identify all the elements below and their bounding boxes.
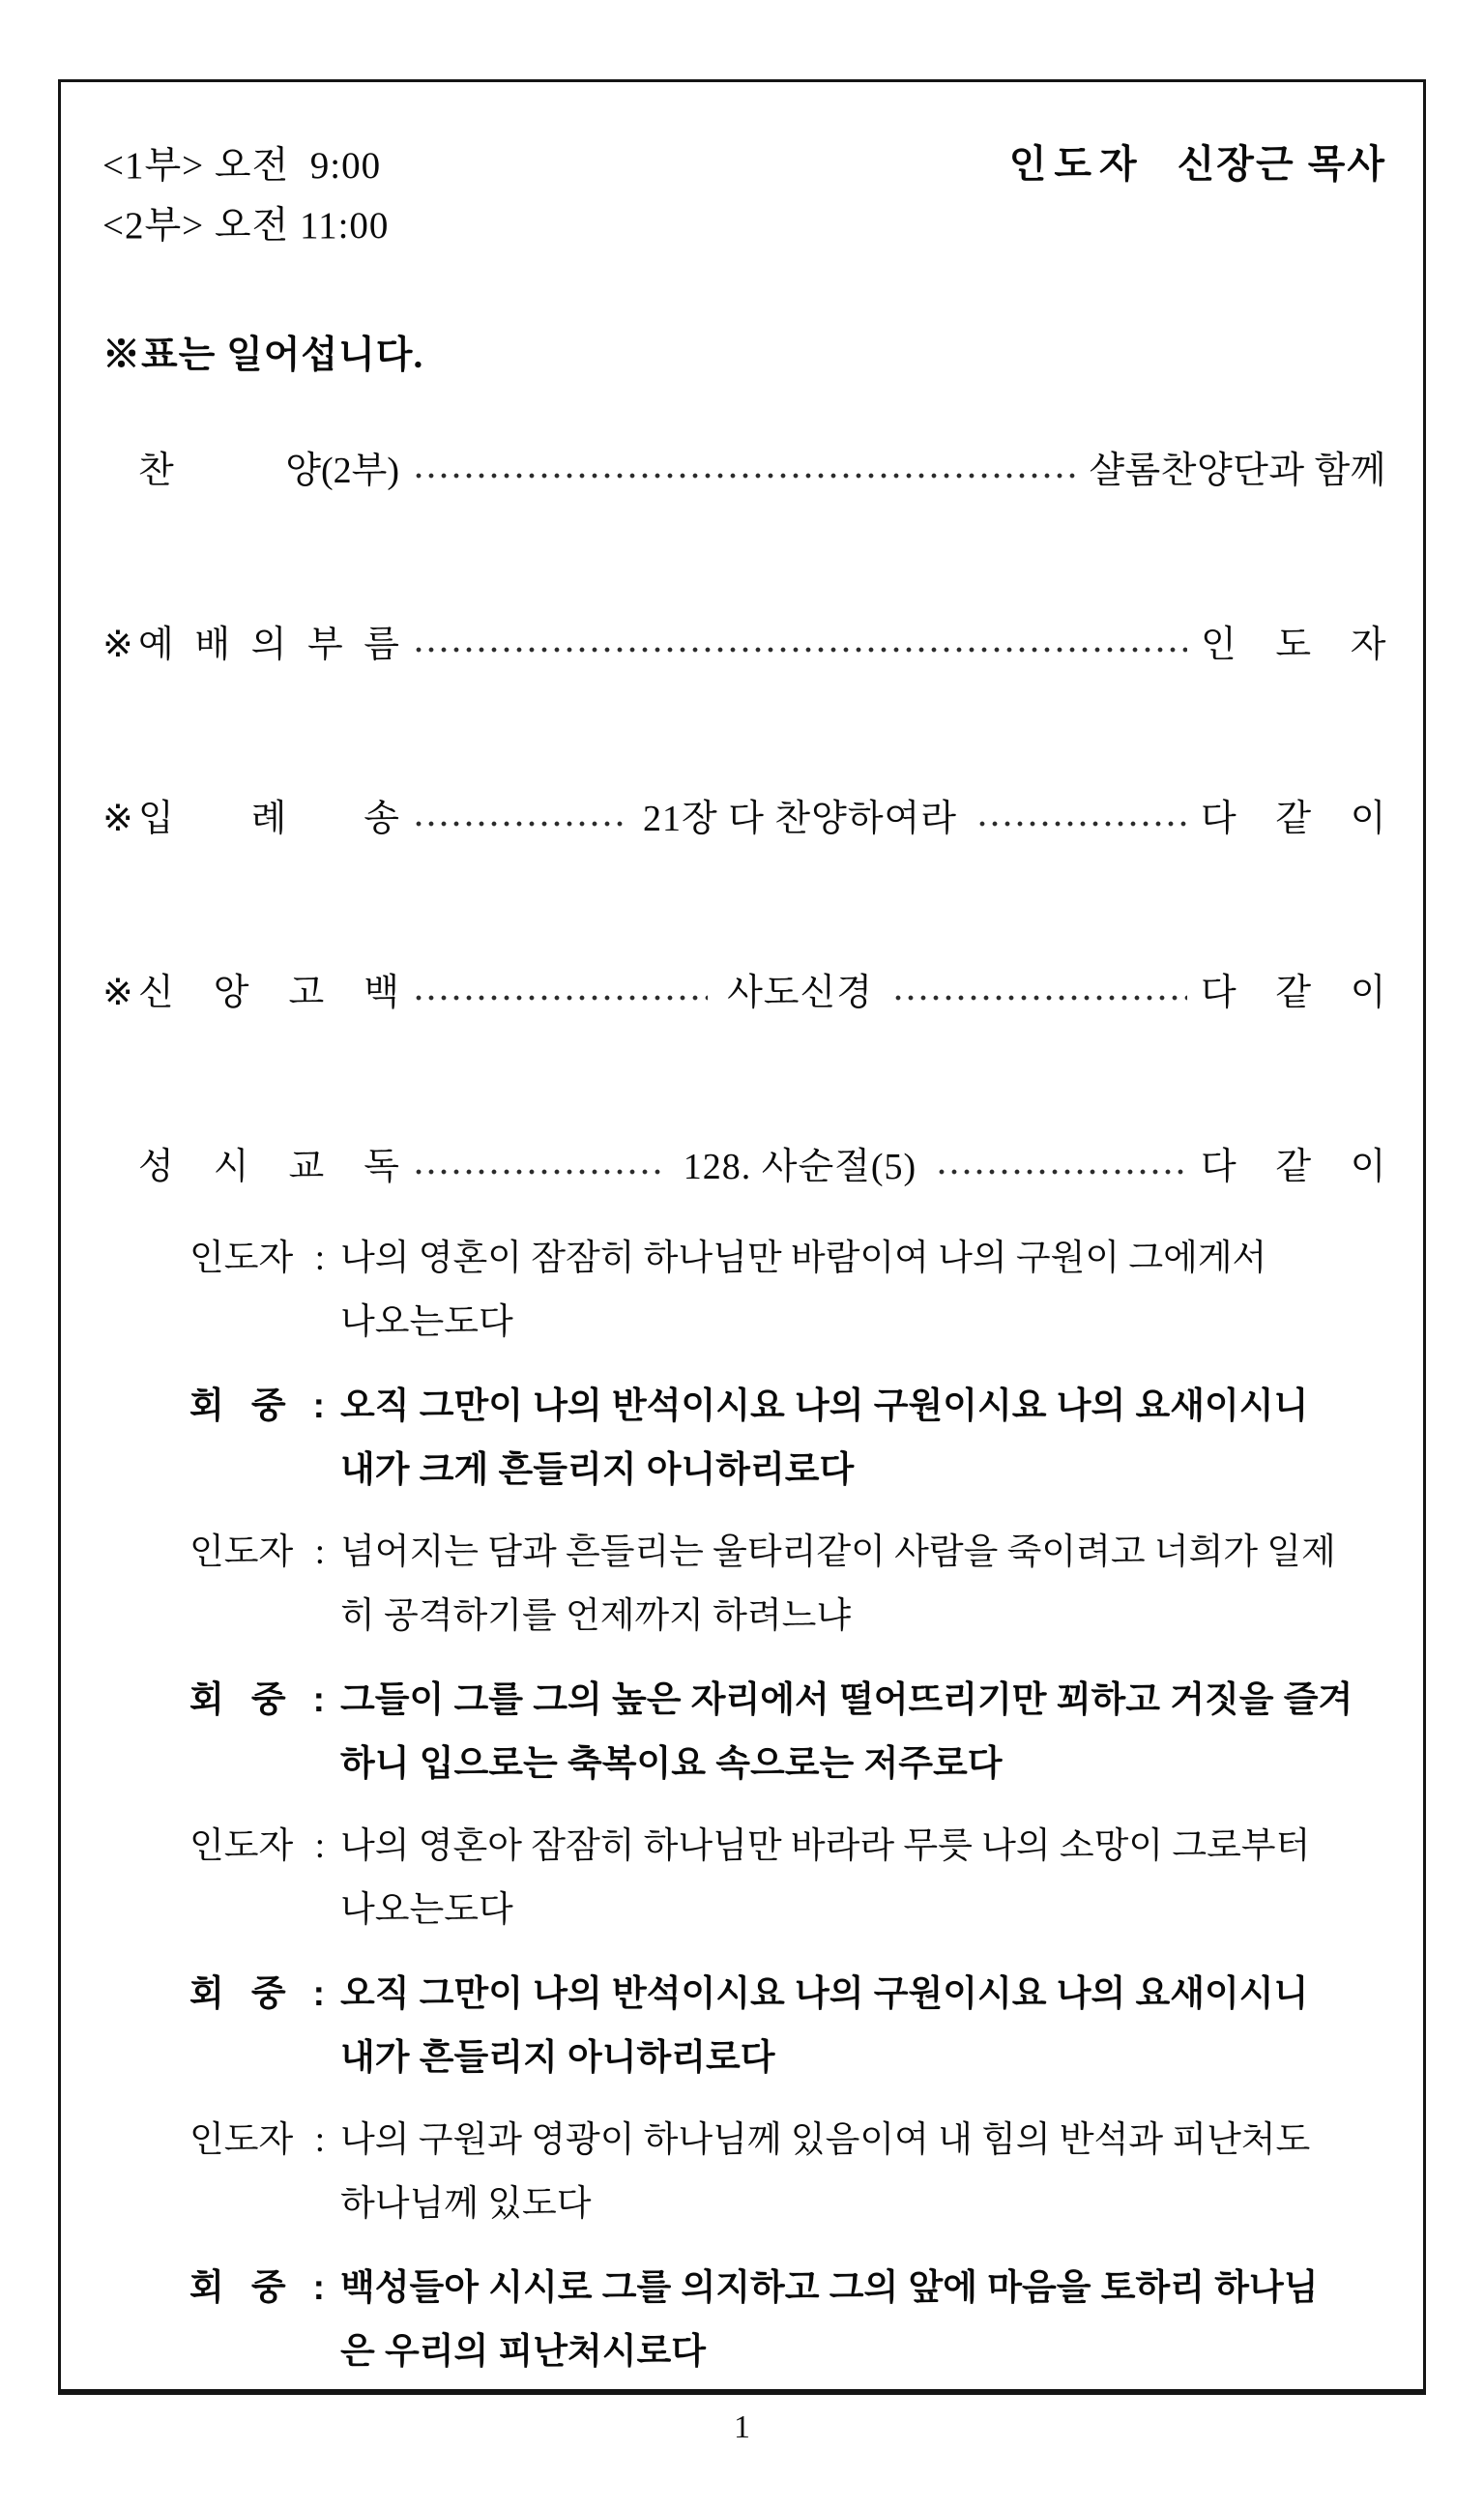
program-item-label: 찬 양(2부) bbox=[138, 451, 399, 491]
reading-line: 나의 영혼아 잠잠히 하나님만 바라라 무릇 나의 소망이 그로부터 bbox=[340, 1826, 1311, 1866]
standing-note: ※표는 일어섭니다. bbox=[102, 335, 424, 376]
reading-line: 은 우리의 피난처시로다 bbox=[340, 2331, 706, 2371]
reading-line: 나오는도다 bbox=[340, 1890, 513, 1930]
program-item-performer: 다 같 이 bbox=[1201, 799, 1386, 839]
dotted-leader bbox=[976, 819, 1187, 831]
speaker-label: 인도자 : bbox=[189, 1532, 325, 1572]
reading-line: 나의 영혼이 잠잠히 하나님만 바람이여 나의 구원이 그에게서 bbox=[340, 1239, 1267, 1278]
reading-entry-leader bbox=[189, 1815, 1386, 1942]
reading-line: 오직 그만이 나의 반석이시요 나의 구원이시요 나의 요새이시니 bbox=[340, 1386, 1309, 1425]
standing-marker: ※ bbox=[102, 799, 133, 839]
service-time-2: <2부> 오전 11:00 bbox=[102, 205, 390, 247]
page-number: 1 bbox=[734, 2409, 750, 2445]
program-row-entrance-hymn bbox=[102, 792, 1386, 846]
header bbox=[102, 136, 1386, 256]
reading-entry-congregation bbox=[189, 1374, 1386, 1502]
reading-line: 히 공격하기를 언제까지 하려느냐 bbox=[340, 1596, 852, 1636]
program-row-praise bbox=[102, 444, 1386, 498]
standing-marker: ※ bbox=[102, 625, 133, 665]
reading-entry-congregation bbox=[189, 1962, 1386, 2089]
reading-line: 하나님께 있도다 bbox=[340, 2184, 592, 2224]
speaker-label: 회 중 : bbox=[189, 1386, 325, 1425]
reading-line: 내가 흔들리지 아니하리로다 bbox=[340, 2037, 775, 2077]
speaker-label: 인도자 : bbox=[189, 1826, 325, 1866]
dotted-leader bbox=[936, 1167, 1187, 1179]
program-item-detail: 21장 다 찬양하여라 bbox=[643, 799, 957, 839]
service-leader bbox=[1009, 136, 1386, 192]
worship-order-sheet bbox=[58, 79, 1426, 2395]
speaker-label: 회 중 : bbox=[189, 1973, 325, 2013]
leader-name: 신장근 목사 bbox=[1177, 143, 1386, 186]
speaker-label: 인도자 : bbox=[189, 2120, 325, 2160]
dotted-leader bbox=[892, 993, 1187, 1005]
dotted-leader bbox=[413, 645, 1187, 656]
program-item-label: 예 배 의 부 름 bbox=[138, 625, 399, 665]
order-of-worship bbox=[102, 444, 1386, 1194]
program-row-confession-of-faith bbox=[102, 966, 1386, 1020]
dotted-leader bbox=[413, 993, 708, 1005]
reading-entry-congregation bbox=[189, 2256, 1386, 2383]
dotted-leader bbox=[413, 819, 624, 831]
reading-line: 나의 구원과 영광이 하나님께 있음이여 내 힘의 반석과 피난처도 bbox=[340, 2120, 1311, 2160]
leader-role-label: 인도자 bbox=[1008, 143, 1145, 186]
reading-line: 하니 입으로는 축복이요 속으로는 저주로다 bbox=[340, 1743, 1003, 1783]
dotted-leader bbox=[413, 1167, 664, 1179]
program-item-performer: 다 같 이 bbox=[1201, 973, 1386, 1013]
reading-line: 나오는도다 bbox=[340, 1302, 513, 1342]
program-item-performer: 인 도 자 bbox=[1201, 625, 1386, 665]
program-item-label: 신 앙 고 백 bbox=[138, 973, 399, 1013]
dotted-leader bbox=[413, 471, 1075, 482]
service-time-1: <1부> 오전 9:00 bbox=[102, 145, 382, 187]
reading-line: 내가 크게 흔들리지 아니하리로다 bbox=[340, 1449, 855, 1489]
program-item-performer: 다 같 이 bbox=[1201, 1147, 1386, 1187]
reading-entry-leader bbox=[189, 1227, 1386, 1355]
standing-marker: ※ bbox=[102, 973, 133, 1013]
program-item-performer: 샬롬찬양단과 함께 bbox=[1089, 451, 1386, 491]
reading-line: 오직 그만이 나의 반석이시요 나의 구원이시요 나의 요새이시니 bbox=[340, 1973, 1309, 2013]
speaker-label: 회 중 : bbox=[189, 2267, 325, 2307]
reading-entry-congregation bbox=[189, 1668, 1386, 1795]
program-item-label: 입 례 송 bbox=[138, 799, 399, 839]
program-item-detail: 사도신경 bbox=[727, 973, 873, 1013]
program-row-responsive-reading bbox=[102, 1140, 1386, 1194]
reading-line: 백성들아 시시로 그를 의지하고 그의 앞에 마음을 토하리 하나님 bbox=[340, 2267, 1319, 2307]
reading-entry-leader bbox=[189, 2109, 1386, 2236]
speaker-label: 회 중 : bbox=[189, 1679, 325, 1719]
program-row-call-to-worship bbox=[102, 618, 1386, 672]
speaker-label: 인도자 : bbox=[189, 1239, 325, 1278]
service-times bbox=[102, 136, 389, 256]
reading-entry-leader bbox=[189, 1521, 1386, 1648]
responsive-reading-text bbox=[189, 1227, 1386, 2383]
reading-line: 넘어지는 담과 흔들리는 울타리같이 사람을 죽이려고 너희가 일제 bbox=[340, 1532, 1336, 1572]
program-item-detail: 128. 사순절(5) bbox=[683, 1147, 917, 1187]
program-item-label: 성 시 교 독 bbox=[138, 1147, 399, 1187]
reading-line: 그들이 그를 그의 높은 자리에서 떨어뜨리기만 꾀하고 거짓을 즐겨 bbox=[340, 1679, 1353, 1719]
